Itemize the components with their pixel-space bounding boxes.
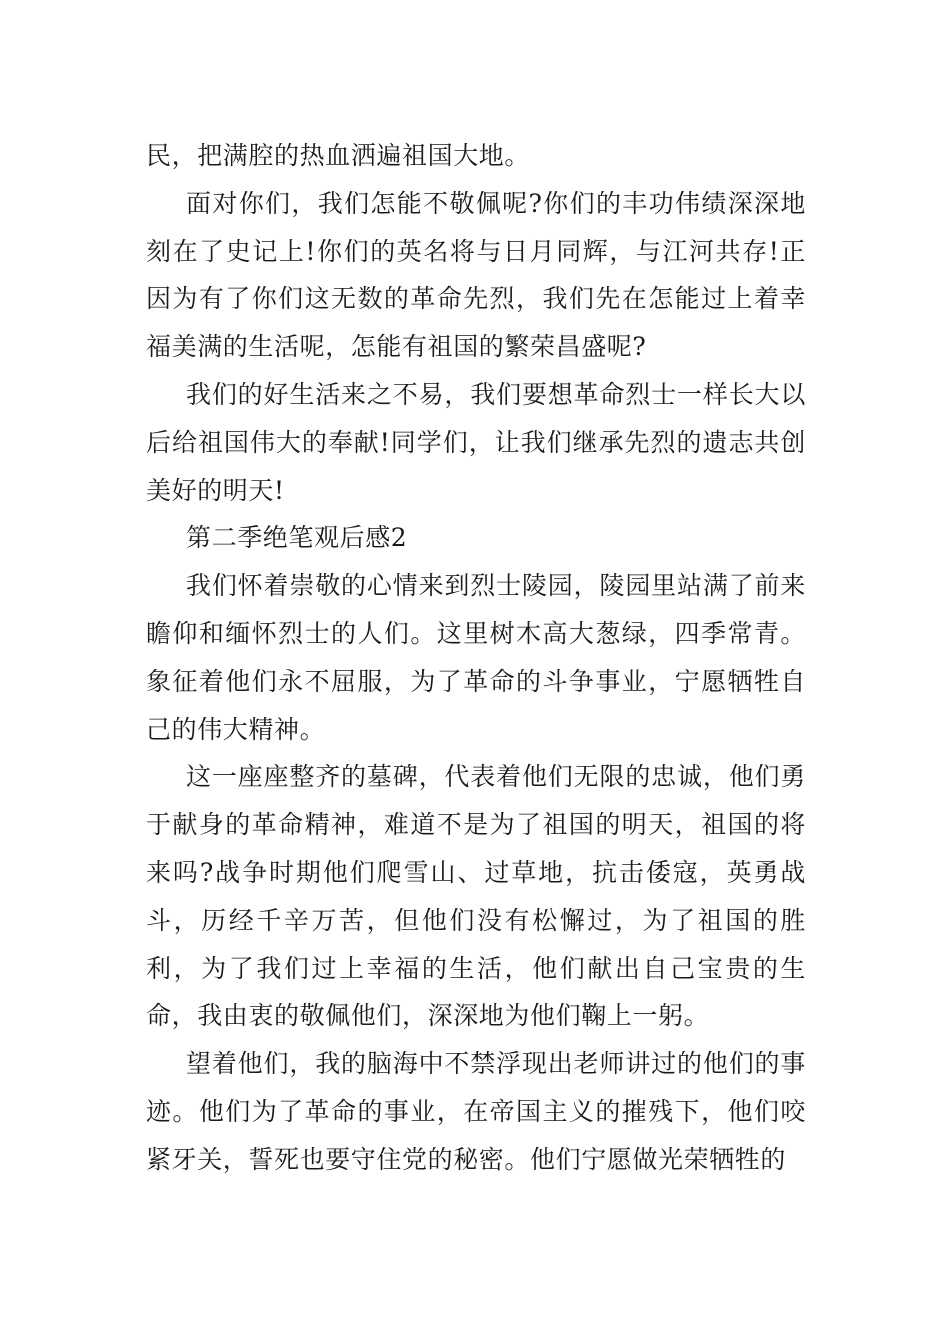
section-heading: 第二季绝笔观后感2 <box>186 523 408 553</box>
paragraph: 面对你们，我们怎能不敬佩呢?你们的丰功伟绩深深地刻在了史记上!你们的英名将与日月同辉，与江河共存!正因为有了你们这无数的革命先烈，我们先在怎能过上着幸福美满的生活呢，怎能有祖国的繁荣昌盛呢? <box>146 188 806 362</box>
paragraph: 我们的好生活来之不易，我们要想革命烈士一样长大以后给祖国伟大的奉献!同学们，让我们继承先烈的遗志共创美好的明天! <box>146 379 806 505</box>
paragraph: 这一座座整齐的墓碑，代表着他们无限的忠诚，他们勇于献身的革命精神，难道不是为了祖国的明天，祖国的将来吗?战争时期他们爬雪山、过草地，抗击倭寇，英勇战斗，历经千辛万苦，但他们没有松懈过，为了祖国的胜利，为了我们过上幸福的生活，他们献出自己宝贵的生命，我由衷的敬佩他们，深深地为他们鞠上一躬。 <box>146 762 806 1031</box>
paragraph: 我们怀着崇敬的心情来到烈士陵园，陵园里站满了前来瞻仰和缅怀烈士的人们。这里树木高大葱绿，四季常青。象征着他们永不屈服，为了革命的斗争事业，宁愿牺牲自己的伟大精神。 <box>146 571 806 744</box>
document-body <box>146 132 806 1184</box>
paragraph-continuation: 民，把满腔的热血洒遍祖国大地。 <box>146 141 531 170</box>
paragraph: 望着他们，我的脑海中不禁浮现出老师讲过的他们的事迹。他们为了革命的事业，在帝国主义的摧残下，他们咬紧牙关，誓死也要守住党的秘密。他们宁愿做光荣牺牲的 <box>146 1049 806 1174</box>
